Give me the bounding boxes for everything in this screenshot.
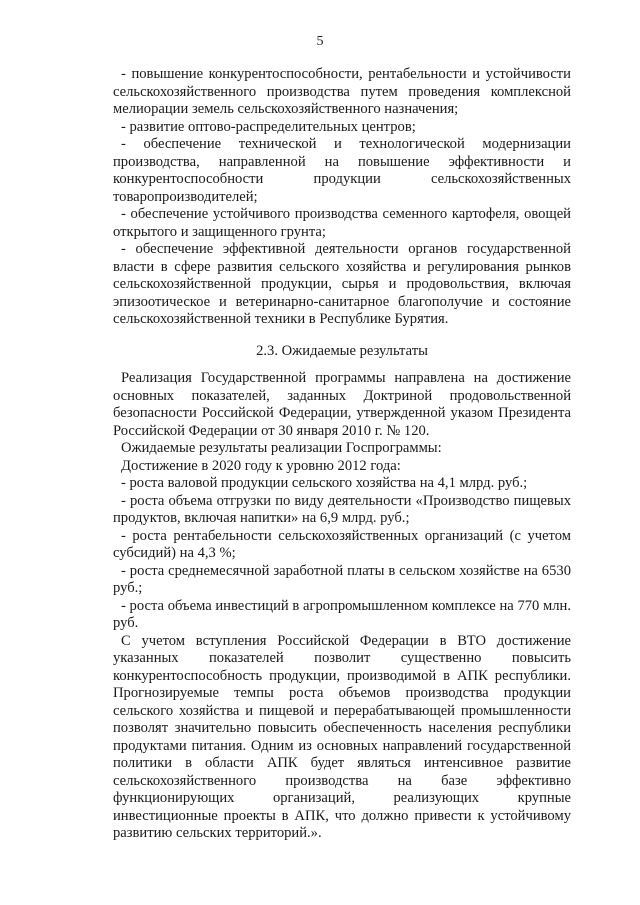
list-item-land-reclamation: - повышение конкурентоспособности, рентабельности и устойчивости сельскохозяйственного производства путем проведения комплексной мелиорации земель сельскохозяйственного назначения; bbox=[113, 66, 571, 117]
list-item-seed-potato: - обеспечение устойчивого производства семенного картофеля, овощей открытого и защищенного грунта; bbox=[113, 206, 571, 240]
list-item-government-bodies: - обеспечение эффективной деятельности органов государственной власти в сфере развития сельского хозяйства и регулирования рынков сельскохозяйственной продукции, сырья и продовольствия, включая эпизоотическое и ветеринарно-санитарное благополучие и состояние сельскохозяйственной техники в Республике Бурятия. bbox=[113, 241, 571, 327]
expected-results-label: Ожидаемые результаты реализации Госпрограммы: bbox=[121, 440, 442, 456]
page-number: 5 bbox=[316, 34, 324, 49]
section-heading: 2.3. Ожидаемые результаты bbox=[256, 342, 428, 359]
result-item-gross-output: - роста валовой продукции сельского хозяйства на 4,1 млрд. руб.; bbox=[121, 475, 528, 491]
achievement-label: Достижение в 2020 году к уровню 2012 года: bbox=[121, 457, 401, 474]
result-item-investment: - роста объема инвестиций в агропромышленном комплексе на 770 млн. руб. bbox=[113, 597, 571, 631]
list-item-wholesale-centers: - развитие оптово-распределительных центров; bbox=[121, 118, 416, 135]
intro-paragraph: Реализация Государственной программы направлена на достижение основных показателей, заданных Доктриной продовольственной безопасности Российской Федерации, утвержденной указом Президента Российской Федерации от 30 января 2010 г. № 120. bbox=[113, 370, 571, 439]
result-item-profitability: - роста рентабельности сельскохозяйственных организаций (с учетом субсидий) на 4,3 %; bbox=[113, 527, 571, 561]
result-item-salary: - роста среднемесячной заработной платы в сельском хозяйстве на 6530 руб.; bbox=[113, 562, 571, 596]
list-item-modernization: - обеспечение технической и технологической модернизации производства, направленной на повышение эффективности и конкурентоспособности продукции сельскохозяйственных товаропроизводителей; bbox=[113, 136, 571, 205]
document-body bbox=[113, 66, 571, 843]
conclusion-paragraph: С учетом вступления Российской Федерации в ВТО достижение указанных показателей позволит существенно повысить конкурентоспособность продукции, производимой в АПК республики. Прогнозируемые темпы роста объемов производства продукции сельского хозяйства и пищевой и перерабатывающей промышленности позволят значительно повысить обеспеченность населения республики продуктами питания. Одним из основных направлений государственной политики в области АПК будет являться интенсивное развитие сельскохозяйственного производства на базе эффективно функционирующих организаций, реализующих крупные инвестиционные проекты в АПК, что должно привести к устойчивому развитию сельских территорий.». bbox=[113, 632, 571, 841]
result-item-food-shipments: - роста объема отгрузки по виду деятельности «Производство пищевых продуктов, включая напитки» на 6,9 млрд. руб.; bbox=[113, 492, 571, 526]
